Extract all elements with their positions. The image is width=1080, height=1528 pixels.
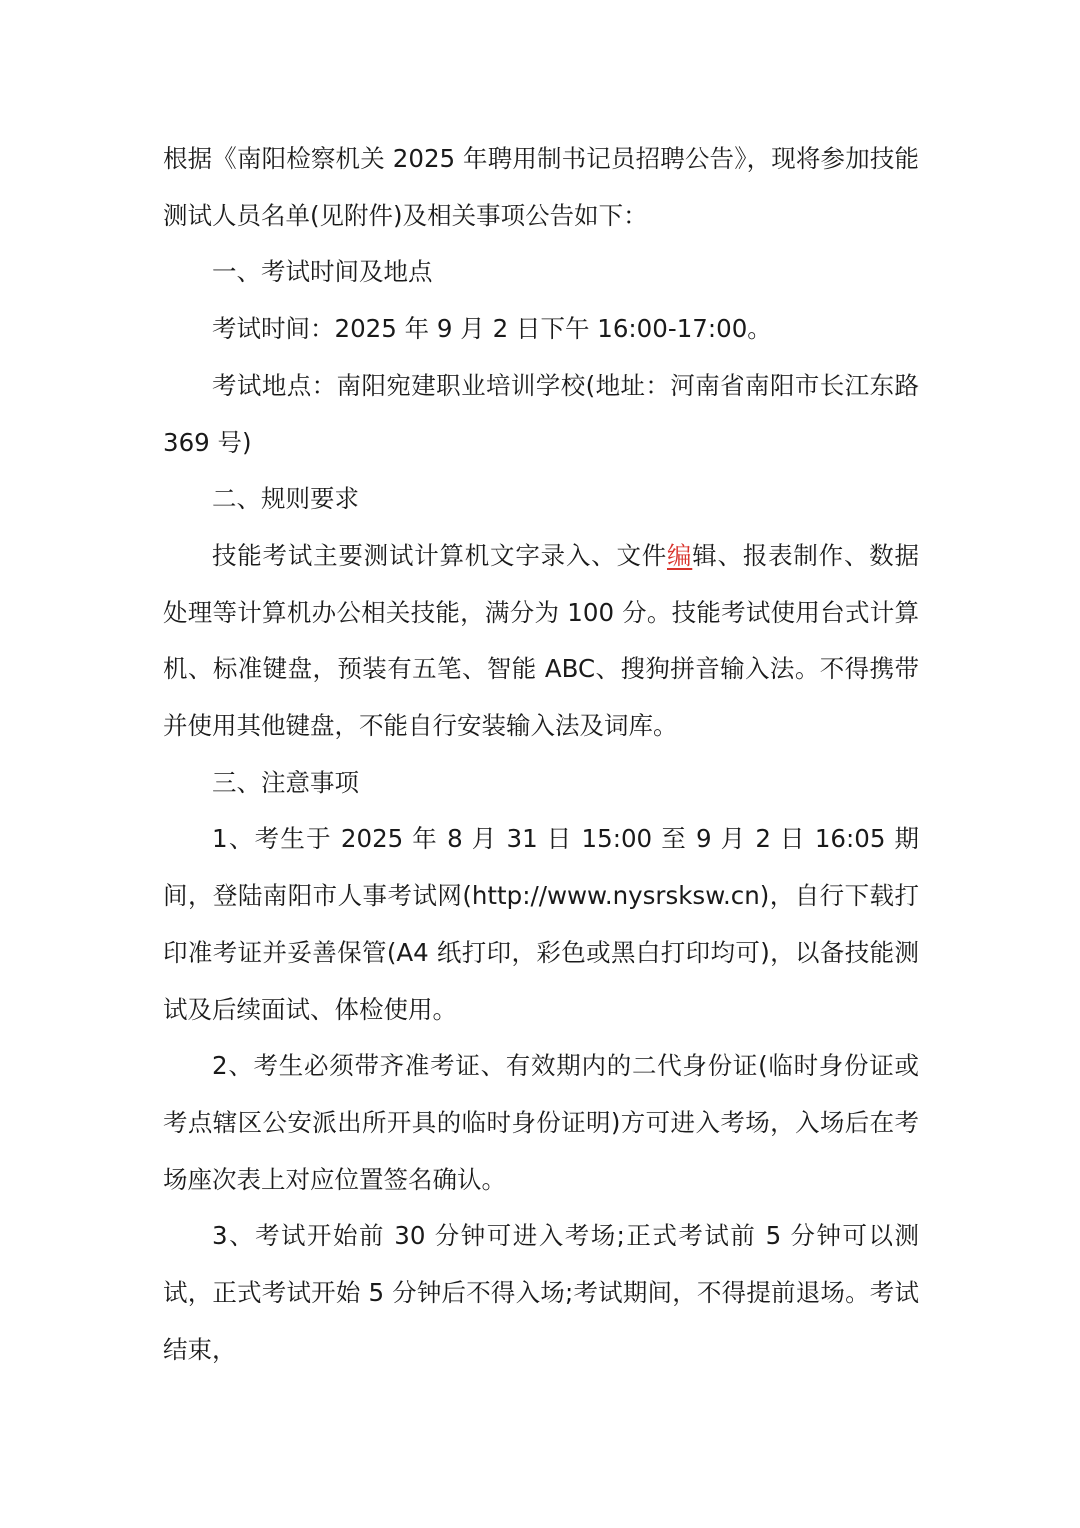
section-heading-exam-time-location: 一、考试时间及地点	[212, 257, 433, 287]
rules-paragraph	[163, 528, 919, 755]
note-2-paragraph: 2、考生必须带齐准考证、有效期内的二代身份证(临时身份证或考点辖区公安派出所开具的临时身份证明)方可进入考场，入场后在考场座次表上对应位置签名确认。	[163, 1051, 919, 1194]
intro-paragraph: 根据《南阳检察机关 2025 年聘用制书记员招聘公告》，现将参加技能测试人员名单(见附件)及相关事项公告如下：	[163, 144, 919, 230]
rules-text-end: 辑、报表制作、数据处理等计算机办公相关技能，满分为 100 分。技能考试使用台式计算机、标准键盘，预装有五笔、智能 ABC、搜狗拼音输入法。不得携带并使用其他键盘，不能自行安装输入法及词库。	[163, 540, 920, 741]
spellcheck-highlight: 编	[667, 540, 693, 570]
note-3-paragraph: 3、考试开始前 30 分钟可进入考场;正式考试前 5 分钟可以测试，正式考试开始 5 分钟后不得入场;考试期间，不得提前退场。考试结束，	[163, 1221, 919, 1364]
rules-text-start: 技能考试主要测试计算机文字录入、文件	[212, 540, 667, 570]
note-1-paragraph: 1、考生于 2025 年 8 月 31 日 15:00 至 9 月 2 日 16:05 期间，登陆南阳市人事考试网(http://www.nysrsksw.cn)，自行下载打印准考证并妥善保管(A4 纸打印，彩色或黑白打印均可)，以备技能测试及后续面试、体检使用。	[163, 824, 919, 1024]
document-body	[163, 131, 919, 1378]
exam-location-paragraph: 考试地点：南阳宛建职业培训学校(地址：河南省南阳市长江东路 369 号)	[163, 370, 919, 457]
section-heading-rules: 二、规则要求	[212, 484, 359, 514]
exam-time-paragraph: 考试时间：2025 年 9 月 2 日下午 16:00-17:00。	[212, 314, 772, 344]
section-heading-notes: 三、注意事项	[212, 767, 359, 797]
